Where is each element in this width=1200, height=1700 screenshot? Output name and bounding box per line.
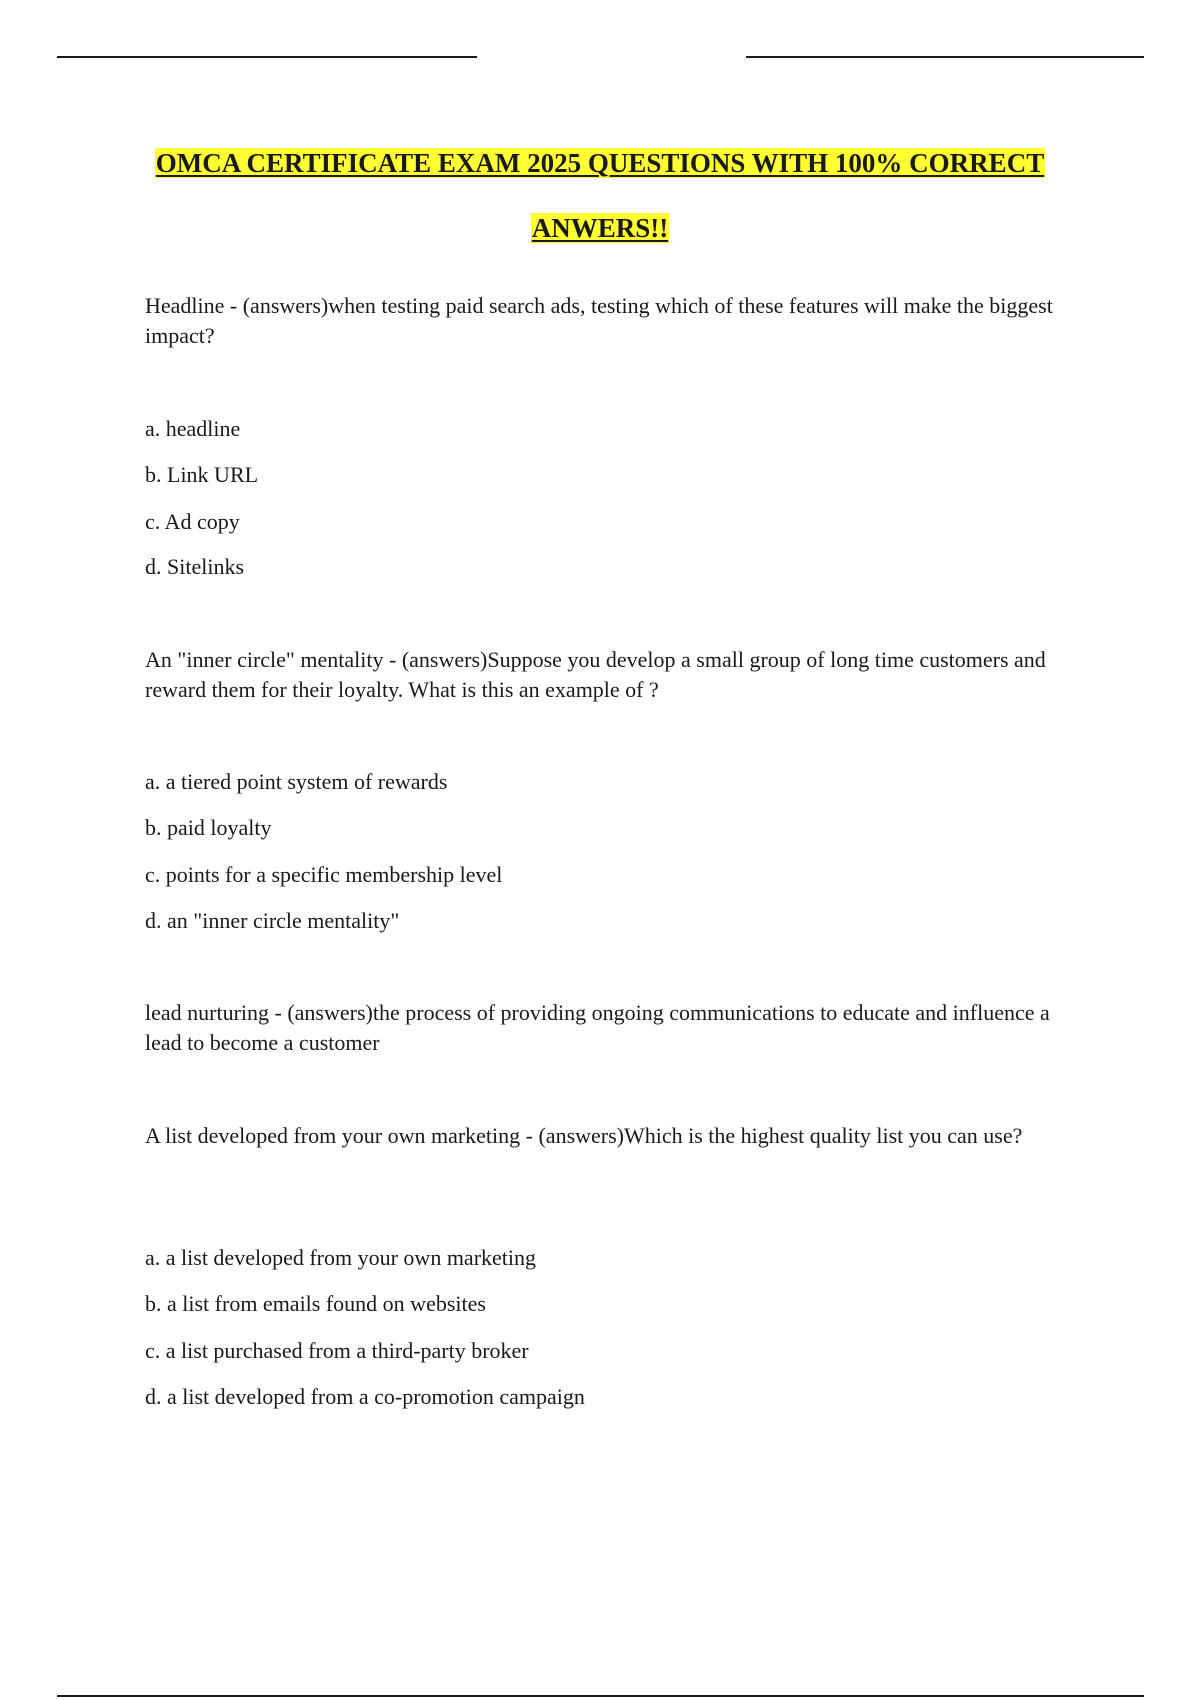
footer-rule	[57, 1695, 1144, 1697]
question-2-text: An "inner circle" mentality - (answers)Suppose you develop a small group of long time customers and reward them for their loyalty. What is this an example of ?	[145, 647, 1046, 702]
question-4-option-a: a. a list developed from your own marketing	[145, 1245, 537, 1270]
question-4-option-d: d. a list developed from a co-promotion campaign	[145, 1384, 585, 1409]
question-4-option-c: c. a list purchased from a third-party broker	[145, 1338, 529, 1363]
question-2-option-d: d. an "inner circle mentality"	[145, 908, 400, 933]
question-2-option-a: a. a tiered point system of rewards	[145, 769, 448, 794]
question-1-option-c: c. Ad copy	[145, 509, 240, 534]
document-title-line-2: ANWERS!!	[531, 213, 669, 243]
question-1-option-a: a. headline	[145, 416, 241, 441]
question-1-text: Headline - (answers)when testing paid search ads, testing which of these features will make the biggest impact?	[145, 293, 1053, 348]
question-2-option-c: c. points for a specific membership level	[145, 862, 503, 887]
header-rule-left	[57, 56, 477, 58]
header-rule-right	[746, 56, 1144, 58]
question-2-option-b: b. paid loyalty	[145, 815, 272, 840]
question-1-option-d: d. Sitelinks	[145, 554, 245, 579]
question-1-option-b: b. Link URL	[145, 462, 259, 487]
document-title-line-1: OMCA CERTIFICATE EXAM 2025 QUESTIONS WITH 100% CORRECT	[155, 148, 1045, 178]
question-4-option-b: b. a list from emails found on websites	[145, 1291, 486, 1316]
question-4-text: A list developed from your own marketing - (answers)Which is the highest quality list you can use?	[145, 1123, 1023, 1148]
question-3-text: lead nurturing - (answers)the process of providing ongoing communications to educate and influence a lead to become a customer	[145, 1000, 1050, 1055]
